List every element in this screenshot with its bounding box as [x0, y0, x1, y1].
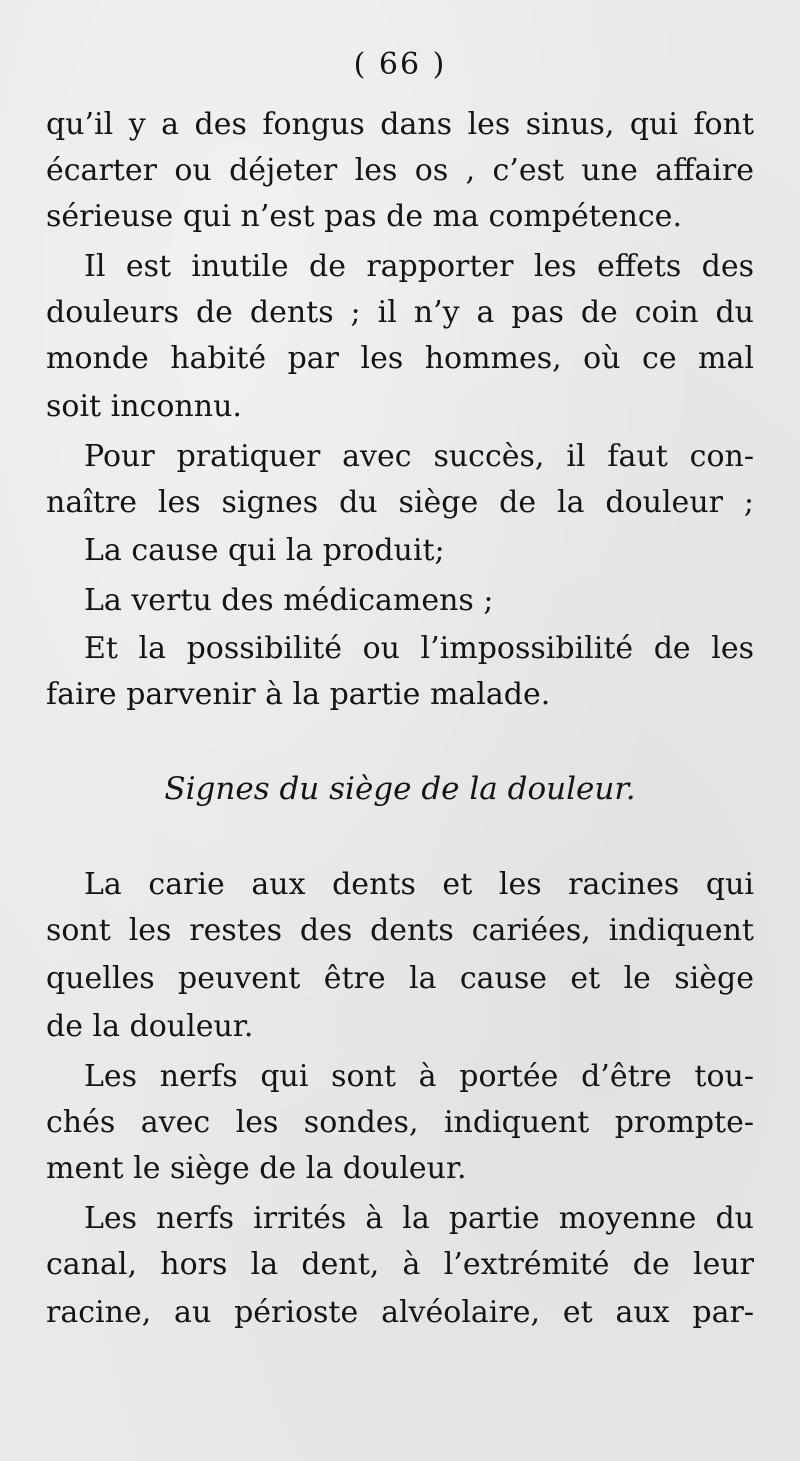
text-line: Les nerfs qui sont à portée d’être tou-: [84, 1059, 754, 1094]
text-line: canal, hors la dent, à l’extrémité de leur: [46, 1247, 754, 1282]
text-line: Pour pratiquer avec succès, il faut con-: [84, 439, 754, 474]
text-line: naître les signes du siège de la douleur ;: [46, 485, 754, 520]
text-line: douleurs de dents ; il n’y a pas de coin du: [46, 295, 754, 330]
text-line: Les nerfs irrités à la partie moyenne du: [84, 1201, 754, 1236]
text-line: qu’il y a des fongus dans les sinus, qui font: [46, 107, 754, 142]
text-line: Et la possibilité ou l’impossibilité de les: [84, 631, 754, 666]
text-line: monde habité par les hommes, où ce mal: [46, 341, 754, 376]
text-line: soit inconnu.: [46, 389, 242, 424]
text-line: faire parvenir à la partie malade.: [46, 677, 551, 712]
text-line: Il est inutile de rapporter les effets des: [84, 249, 754, 284]
text-line: quelles peuvent être la cause et le siège: [46, 961, 754, 996]
text-line: La cause qui la produit;: [84, 533, 445, 568]
text-line: ment le siège de la douleur.: [46, 1151, 467, 1186]
text-line: sont les restes des dents cariées, indiquent: [46, 913, 754, 948]
text-line: racine, au périoste alvéolaire, et aux par-: [46, 1295, 754, 1330]
text-line: La carie aux dents et les racines qui: [84, 867, 754, 902]
page-number: ( 66 ): [353, 47, 447, 82]
text-line: sérieuse qui n’est pas de ma compétence.: [46, 199, 682, 234]
text-line: La vertu des médicamens ;: [84, 583, 494, 618]
text-line: chés avec les sondes, indiquent prompte-: [46, 1105, 754, 1140]
text-line: de la douleur.: [46, 1009, 254, 1044]
text-line: écarter ou déjeter les os , c’est une affaire: [46, 153, 754, 188]
section-heading: Signes du siège de la douleur.: [164, 771, 636, 807]
